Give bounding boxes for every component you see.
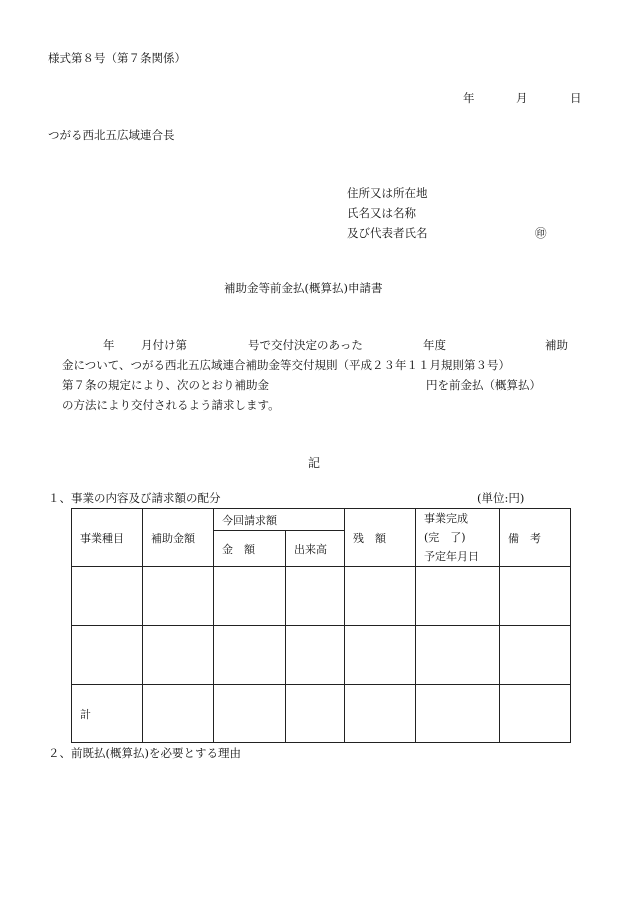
- cell[interactable]: [143, 685, 214, 743]
- cell[interactable]: [143, 567, 214, 626]
- header-amount: 金 額: [214, 531, 286, 567]
- date-day: 日: [570, 91, 582, 105]
- unit-label: (単位:円): [477, 491, 525, 505]
- body-line-4: の方法により交付されるよう請求します。: [62, 398, 280, 412]
- cell[interactable]: [500, 685, 571, 743]
- body-year: 年: [103, 338, 115, 352]
- representative-label: 及び代表者氏名: [347, 226, 428, 240]
- header-completed: 出来高: [286, 531, 345, 567]
- cell[interactable]: [214, 567, 286, 626]
- seal-mark: ㊞: [535, 226, 547, 240]
- cell[interactable]: [500, 567, 571, 626]
- header-project-type: 事業種目: [72, 509, 143, 567]
- date-year: 年: [463, 91, 475, 105]
- cell[interactable]: [214, 626, 286, 685]
- cell[interactable]: [345, 685, 416, 743]
- cell[interactable]: [286, 685, 345, 743]
- body-line-2: 金について、つがる西北五広域連合補助金等交付規則（平成２３年１１月規則第３号）: [62, 358, 511, 372]
- header-current-claim: 今回請求額: [214, 509, 345, 531]
- claim-table: [71, 508, 571, 743]
- header-subsidy-amount: 補助金額: [143, 509, 214, 567]
- cell[interactable]: [500, 626, 571, 685]
- body-line-3b: 円を前金払（概算払）: [426, 378, 541, 392]
- body-subsidy: 補助: [545, 338, 568, 352]
- date-month: 月: [516, 91, 528, 105]
- cell[interactable]: [143, 626, 214, 685]
- cell[interactable]: [286, 626, 345, 685]
- header-completion-date: [416, 509, 500, 567]
- cell[interactable]: [416, 567, 500, 626]
- cell[interactable]: [416, 626, 500, 685]
- table-row: [72, 626, 571, 685]
- header-remarks: 備 考: [500, 509, 571, 567]
- form-number: 様式第８号（第７条関係）: [48, 51, 186, 65]
- cell[interactable]: [72, 626, 143, 685]
- section-2-heading: ２、前既払(概算払)を必要とする理由: [48, 746, 241, 760]
- body-decision: 号で交付決定のあった: [248, 338, 363, 352]
- table-row: [72, 567, 571, 626]
- completion-line-3: 予定年月日: [424, 550, 479, 563]
- total-label: 計: [72, 685, 143, 743]
- ki-heading: 記: [308, 456, 321, 470]
- cell[interactable]: [286, 567, 345, 626]
- cell[interactable]: [345, 567, 416, 626]
- section-1-heading: １、事業の内容及び請求額の配分: [48, 491, 221, 505]
- cell[interactable]: [345, 626, 416, 685]
- body-line-3a: 第７条の規定により、次のとおり補助金: [62, 378, 269, 392]
- cell[interactable]: [72, 567, 143, 626]
- addressee: つがる西北五広域連合長: [48, 128, 175, 142]
- completion-line-1: 事業完成: [424, 512, 468, 525]
- completion-line-2: (完 了): [424, 531, 466, 544]
- body-fiscal-year: 年度: [423, 338, 446, 352]
- cell[interactable]: [214, 685, 286, 743]
- name-label: 氏名又は名称: [347, 206, 416, 220]
- header-balance: 残 額: [345, 509, 416, 567]
- document-title: 補助金等前金払(概算払)申請書: [224, 281, 383, 295]
- total-row: [72, 685, 571, 743]
- cell[interactable]: [416, 685, 500, 743]
- address-label: 住所又は所在地: [347, 186, 428, 200]
- body-month-ref: 月付け第: [141, 338, 187, 352]
